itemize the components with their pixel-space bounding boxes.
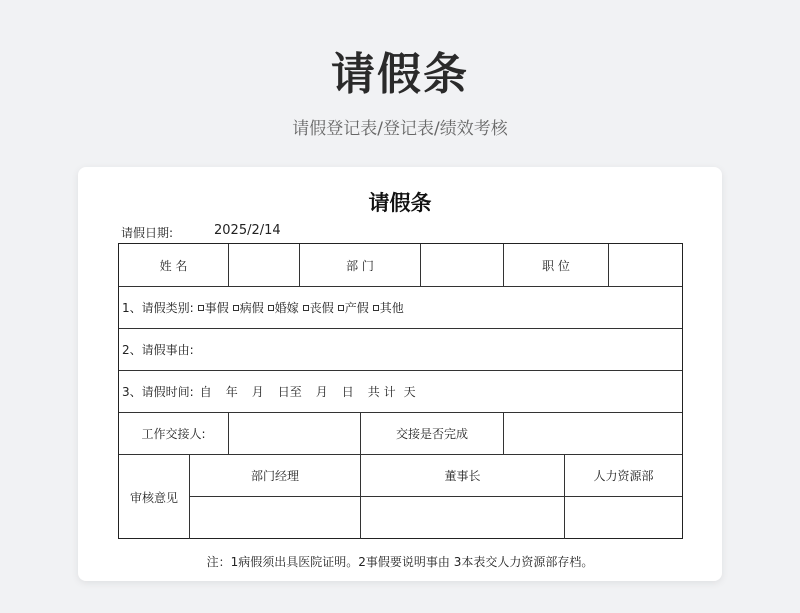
page-title: 请假条 <box>331 49 469 100</box>
form-card <box>78 167 722 581</box>
approval-hr-field[interactable] <box>565 497 682 539</box>
name-field[interactable] <box>229 244 299 286</box>
approval-label: 审核意见 <box>129 490 178 505</box>
leave-time-row[interactable] <box>119 371 682 412</box>
form-note: 注：1病假须出具医院证明。2事假要说明事由 3本表交人力资源部存档。 <box>206 555 594 569</box>
option-bereavement: 丧假 <box>309 301 334 315</box>
time-month-end: 月 <box>315 385 328 399</box>
leave-date-label: 请假日期: <box>121 226 174 240</box>
time-from: 自 <box>199 385 212 399</box>
department-label: 部 门 <box>346 258 374 273</box>
handover-field[interactable] <box>229 413 360 454</box>
checkbox-sick[interactable] <box>233 305 239 311</box>
option-maternity: 产假 <box>344 301 369 315</box>
leave-form-table <box>118 243 683 539</box>
checkbox-personal[interactable] <box>198 305 204 311</box>
page-subtitle: 请假登记表/登记表/绩效考核 <box>292 119 508 139</box>
leave-reason-row[interactable] <box>119 329 682 370</box>
time-total: 共 计 <box>367 385 396 399</box>
time-day-end: 日 <box>341 385 354 399</box>
leave-reason-label: 2、请假事由: <box>122 343 194 357</box>
option-marriage: 婚嫁 <box>274 301 299 315</box>
approval-dept-manager: 部门经理 <box>250 469 299 483</box>
option-sick: 病假 <box>239 301 264 315</box>
checkbox-maternity[interactable] <box>338 305 344 311</box>
time-month: 月 <box>251 385 264 399</box>
approval-chairman-field[interactable] <box>361 497 564 539</box>
handover-complete-label: 交接是否完成 <box>395 427 468 441</box>
checkbox-marriage[interactable] <box>268 305 274 311</box>
leave-type-row <box>119 287 682 328</box>
checkbox-bereavement[interactable] <box>303 305 309 311</box>
name-label: 姓 名 <box>159 258 188 273</box>
time-days: 天 <box>403 385 416 399</box>
position-label: 职 位 <box>542 258 570 273</box>
leave-type-label: 1、请假类别: <box>122 301 194 315</box>
approval-hr: 人力资源部 <box>593 469 654 483</box>
leave-time-label: 3、请假时间: <box>122 385 194 399</box>
handover-complete-field[interactable] <box>504 413 682 454</box>
position-field[interactable] <box>609 244 682 286</box>
handover-label: 工作交接人: <box>141 427 206 441</box>
form-title: 请假条 <box>368 191 432 215</box>
option-personal: 事假 <box>204 301 229 315</box>
time-day-to: 日至 <box>277 385 302 399</box>
approval-chairman: 董事长 <box>444 469 481 483</box>
approval-dept-manager-field[interactable] <box>190 497 360 539</box>
department-field[interactable] <box>421 244 503 286</box>
leave-date-value: 2025/2/14 <box>214 223 281 238</box>
option-other: 其他 <box>379 301 404 315</box>
checkbox-other[interactable] <box>373 305 379 311</box>
time-year: 年 <box>225 385 238 399</box>
